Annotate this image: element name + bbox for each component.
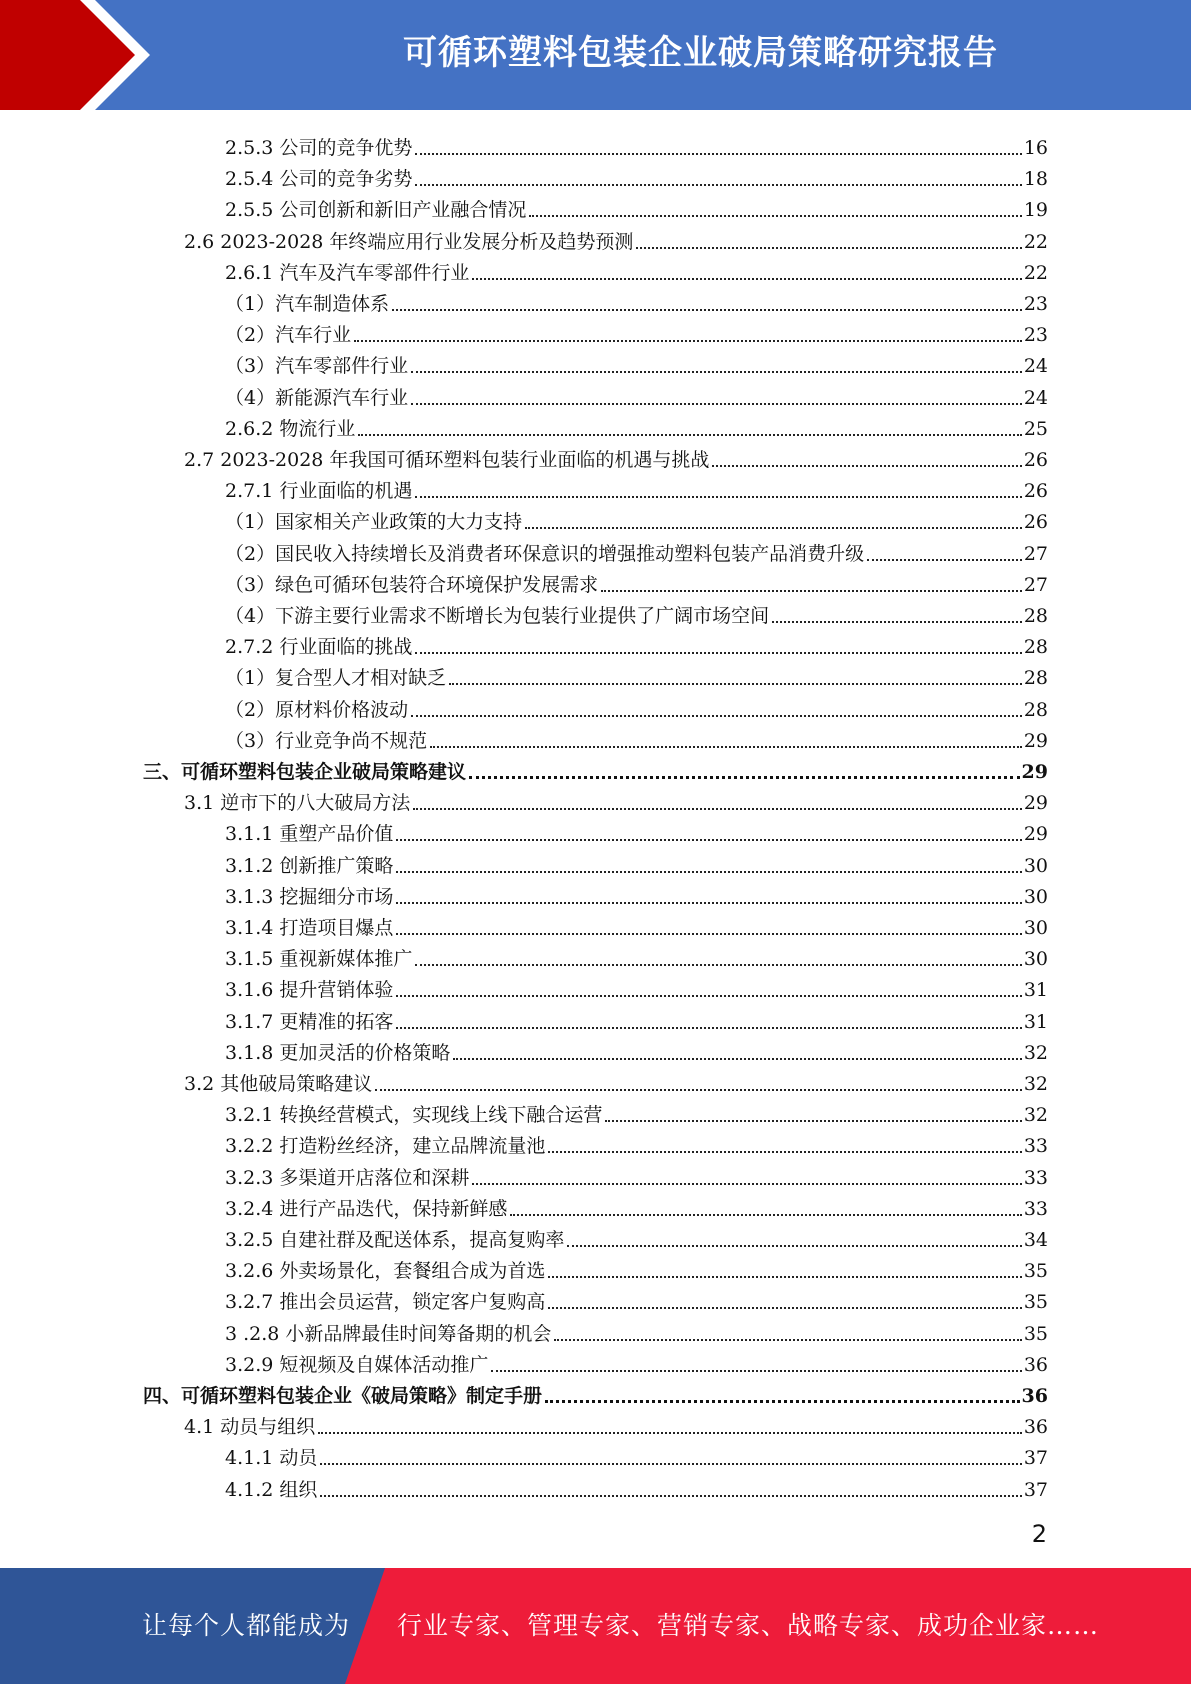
toc-entry[interactable] [225, 877, 1048, 908]
toc-entry-title: 3.2.9 短视频及自媒体活动推广 [225, 1353, 489, 1376]
toc-entry-page: 33 [1023, 1166, 1048, 1189]
toc-entry[interactable] [225, 378, 1048, 409]
toc-entry-title: 3.2.7 推出会员运营，锁定客户复购高 [225, 1291, 546, 1314]
toc-entry-page: 22 [1023, 230, 1048, 253]
toc-entry-page: 24 [1023, 386, 1048, 409]
toc-entry-title: 2.5.3 公司的竞争优势 [225, 137, 413, 159]
toc-entry[interactable] [225, 534, 1048, 565]
toc-dot-leader [411, 403, 1022, 405]
toc-entry-page: 27 [1023, 573, 1048, 596]
toc-entry-title: 3.1.8 更加灵活的价格策略 [225, 1041, 451, 1064]
toc-entry-page: 28 [1023, 605, 1048, 627]
toc-entry[interactable] [225, 970, 1048, 1001]
footer-slogan-left: 让每个人都能成为 [142, 1611, 351, 1640]
toc-entry-title: 3.1.7 更精准的拓客 [225, 1010, 394, 1033]
toc-entry-title: 3.1.2 创新推广策略 [225, 854, 394, 877]
report-title: 可循环塑料包装企业破局策略研究报告 [403, 33, 998, 73]
toc-entry-title: 4.1 动员与组织 [184, 1416, 316, 1439]
toc-entry[interactable] [225, 1470, 1048, 1501]
toc-dot-leader [411, 715, 1022, 717]
toc-dot-leader [358, 434, 1021, 436]
toc-entry-page: 28 [1023, 667, 1048, 690]
toc-entry-page: 36 [1021, 1385, 1048, 1407]
toc-entry[interactable] [225, 502, 1048, 533]
toc-entry[interactable] [184, 1407, 1048, 1438]
toc-entry-title: （3）绿色可循环包装符合环境保护发展需求 [225, 573, 599, 596]
toc-dot-leader [605, 1120, 1021, 1122]
toc-dot-leader [375, 1089, 1022, 1091]
toc-entry-title: 3.2 其他破局策略建议 [184, 1073, 373, 1095]
toc-entry-title: （2）原材料价格波动 [225, 698, 409, 721]
toc-dot-leader [320, 1495, 1021, 1497]
toc-entry-title: 2.7 2023-2028 年我国可循环塑料包装行业面临的机遇与挑战 [184, 449, 710, 471]
toc-entry[interactable] [225, 253, 1048, 284]
toc-entry-page: 29 [1023, 823, 1048, 846]
toc-entry[interactable] [143, 752, 1048, 783]
toc-entry-title: （1）汽车制造体系 [225, 293, 390, 315]
toc-dot-leader [472, 278, 1021, 280]
toc-entry-page: 29 [1023, 729, 1048, 752]
toc-entry[interactable] [184, 783, 1048, 814]
toc-entry-page: 18 [1023, 168, 1048, 191]
toc-entry-title: （3）行业竞争尚不规范 [225, 729, 428, 752]
toc-entry-page: 32 [1023, 1073, 1048, 1095]
toc-dot-leader [415, 184, 1021, 186]
toc-dot-leader [415, 496, 1021, 498]
toc-entry-page: 28 [1023, 636, 1048, 659]
toc-entry-page: 30 [1023, 854, 1048, 877]
toc-entry-page: 24 [1023, 355, 1048, 378]
toc-dot-leader [548, 1151, 1021, 1153]
toc-entry-page: 30 [1023, 917, 1048, 939]
toc-entry-page: 19 [1023, 199, 1048, 222]
toc-entry-title: 四、可循环塑料包装企业《破局策略》制定手册 [143, 1385, 543, 1407]
toc-entry-title: 3.2.5 自建社群及配送体系，提高复购率 [225, 1229, 565, 1251]
toc-dot-leader [510, 1214, 1021, 1216]
toc-dot-leader [396, 871, 1021, 873]
toc-entry-page: 33 [1023, 1135, 1048, 1158]
toc-entry-page: 22 [1023, 261, 1048, 284]
toc-dot-leader [772, 621, 1022, 623]
toc-entry[interactable] [225, 939, 1048, 970]
toc-entry-page: 33 [1023, 1197, 1048, 1220]
toc-dot-leader [545, 1400, 1020, 1403]
toc-dot-leader [415, 153, 1021, 155]
toc-entry-page: 32 [1023, 1041, 1048, 1064]
toc-entry[interactable] [225, 627, 1048, 658]
toc-entry-title: 3.1.3 挖掘细分市场 [225, 885, 394, 908]
toc-dot-leader [525, 527, 1022, 529]
toc-entry-page: 23 [1023, 324, 1048, 347]
toc-dot-leader [554, 1339, 1021, 1341]
toc-entry[interactable] [225, 1126, 1048, 1157]
toc-entry-title: 3.2.6 外卖场景化，套餐组合成为首选 [225, 1260, 546, 1283]
toc-entry[interactable] [184, 1064, 1048, 1095]
toc-entry-title: 4.1.2 组织 [225, 1478, 318, 1501]
toc-entry-title: 2.6.1 汽车及汽车零部件行业 [225, 261, 470, 284]
toc-entry-page: 25 [1023, 417, 1048, 440]
toc-dot-leader [636, 247, 1021, 249]
toc-entry[interactable] [225, 471, 1048, 502]
toc-entry-page: 32 [1023, 1104, 1048, 1127]
page-header [0, 0, 1191, 110]
toc-entry[interactable] [184, 440, 1048, 471]
toc-entry-title: （4）新能源汽车行业 [225, 386, 409, 409]
toc-entry[interactable] [225, 128, 1048, 159]
toc-dot-leader [548, 1276, 1021, 1278]
toc-entry-page: 35 [1023, 1322, 1048, 1345]
toc-dot-leader [430, 746, 1022, 748]
toc-entry[interactable] [225, 596, 1048, 627]
toc-entry-title: 3.1.1 重塑产品价值 [225, 823, 394, 846]
toc-entry-title: （3）汽车零部件行业 [225, 355, 409, 378]
toc-entry-page: 36 [1023, 1416, 1048, 1439]
toc-entry-title: 3.1.5 重视新媒体推广 [225, 948, 413, 971]
toc-dot-leader [318, 1432, 1022, 1434]
toc-entry[interactable] [225, 814, 1048, 845]
toc-dot-leader [712, 465, 1021, 467]
toc-entry[interactable] [225, 284, 1048, 315]
toc-entry-page: 27 [1023, 542, 1048, 565]
toc-entry[interactable] [225, 315, 1048, 346]
toc-entry-page: 28 [1023, 698, 1048, 721]
toc-entry-title: 3.2.4 进行产品迭代，保持新鲜感 [225, 1197, 508, 1220]
toc-entry-title: 3.2.3 多渠道开店落位和深耕 [225, 1166, 470, 1189]
toc-entry-title: 2.7.2 行业面临的挑战 [225, 636, 413, 659]
toc-entry[interactable] [225, 159, 1048, 190]
toc-entry-page: 26 [1023, 511, 1048, 534]
toc-dot-leader [354, 340, 1022, 342]
toc-entry-page: 36 [1023, 1353, 1048, 1376]
toc-dot-leader [453, 1058, 1021, 1060]
toc-entry-page: 30 [1023, 885, 1048, 908]
page-footer [0, 1568, 1191, 1684]
toc-entry[interactable] [225, 1158, 1048, 1189]
toc-entry-title: 2.6.2 物流行业 [225, 417, 356, 440]
toc-entry[interactable] [225, 1251, 1048, 1282]
toc-dot-leader [567, 1245, 1021, 1247]
toc-entry-page: 30 [1023, 948, 1048, 971]
toc-dot-leader [491, 1370, 1021, 1372]
toc-entry-page: 26 [1023, 449, 1048, 471]
toc-entry-page: 37 [1023, 1447, 1048, 1470]
toc-entry-title: （2）汽车行业 [225, 324, 352, 347]
toc-entry[interactable] [225, 565, 1048, 596]
toc-entry-title: 3.2.1 转换经营模式，实现线上线下融合运营 [225, 1104, 603, 1127]
toc-entry[interactable] [225, 1095, 1048, 1126]
toc-entry-title: 3.1 逆市下的八大破局方法 [184, 792, 411, 815]
toc-dot-leader [415, 964, 1021, 966]
toc-entry-title: 2.5.5 公司创新和新旧产业融合情况 [225, 199, 527, 222]
toc-entry[interactable] [225, 1282, 1048, 1313]
toc-dot-leader [396, 902, 1021, 904]
toc-entry[interactable] [184, 222, 1048, 253]
toc-entry-title: （1）复合型人才相对缺乏 [225, 667, 447, 690]
toc-dot-leader [320, 1463, 1021, 1465]
toc-entry-title: （4）下游主要行业需求不断增长为包装行业提供了广阔市场空间 [225, 605, 770, 627]
toc-entry-title: 2.6 2023-2028 年终端应用行业发展分析及趋势预测 [184, 230, 634, 253]
toc-entry-page: 35 [1023, 1260, 1048, 1283]
toc-entry[interactable] [225, 1345, 1048, 1376]
toc-dot-leader [396, 995, 1021, 997]
toc-entry-page: 35 [1023, 1291, 1048, 1314]
toc-entry-page: 29 [1021, 761, 1048, 783]
toc-dot-leader [396, 839, 1021, 841]
toc-dot-leader [601, 590, 1022, 592]
toc-entry-page: 16 [1023, 137, 1048, 159]
toc-dot-leader [413, 808, 1022, 810]
toc-entry[interactable] [225, 346, 1048, 377]
toc-dot-leader [472, 1183, 1021, 1185]
toc-entry-title: 3 .2.8 小新品牌最佳时间筹备期的机会 [225, 1322, 552, 1345]
toc-entry-title: 3.2.2 打造粉丝经济，建立品牌流量池 [225, 1135, 546, 1158]
toc-dot-leader [529, 215, 1021, 217]
toc-entry[interactable] [225, 908, 1048, 939]
toc-entry[interactable] [225, 721, 1048, 752]
toc-dot-leader [411, 371, 1022, 373]
toc-entry[interactable] [225, 1220, 1048, 1251]
toc-dot-leader [449, 683, 1022, 685]
toc-entry-page: 29 [1023, 792, 1048, 815]
toc-dot-leader [548, 1307, 1021, 1309]
toc-entry[interactable] [143, 1376, 1048, 1407]
toc-entry-title: （2）国民收入持续增长及消费者环保意识的增强推动塑料包装产品消费升级 [225, 542, 865, 565]
toc-entry[interactable] [225, 658, 1048, 689]
toc-entry-page: 31 [1023, 1010, 1048, 1033]
toc-entry-title: 2.5.4 公司的竞争劣势 [225, 168, 413, 191]
toc-entry-title: （1）国家相关产业政策的大力支持 [225, 511, 523, 534]
toc-dot-leader [469, 776, 1020, 779]
toc-entry-title: 2.7.1 行业面临的机遇 [225, 480, 413, 503]
toc-entry[interactable] [225, 1314, 1048, 1345]
toc-entry-page: 31 [1023, 979, 1048, 1002]
toc-entry[interactable] [225, 1438, 1048, 1469]
toc-entry-page: 37 [1023, 1478, 1048, 1501]
toc-entry-title: 3.1.6 提升营销体验 [225, 979, 394, 1002]
toc-entry-title: 3.1.4 打造项目爆点 [225, 917, 394, 939]
toc-entry[interactable] [225, 1189, 1048, 1220]
page-number: 2 [1031, 1520, 1047, 1548]
toc-entry[interactable] [225, 846, 1048, 877]
toc-dot-leader [392, 309, 1022, 311]
toc-dot-leader [396, 933, 1021, 935]
header-chevron-icon [0, 0, 150, 110]
toc-dot-leader [867, 559, 1022, 561]
footer-slogan-right: 行业专家、管理专家、营销专家、战略专家、成功企业家…… [397, 1611, 1100, 1640]
toc-entry-title: 三、可循环塑料包装企业破局策略建议 [143, 761, 467, 783]
toc-entry[interactable] [225, 1002, 1048, 1033]
toc-entry[interactable] [225, 190, 1048, 221]
toc-entry-title: 4.1.1 动员 [225, 1447, 318, 1470]
toc-entry-page: 23 [1023, 293, 1048, 315]
toc-entry[interactable] [225, 690, 1048, 721]
toc-entry[interactable] [225, 1033, 1048, 1064]
toc-entry-page: 34 [1023, 1229, 1048, 1251]
toc-entry[interactable] [225, 409, 1048, 440]
toc-entry-page: 26 [1023, 480, 1048, 503]
toc-dot-leader [415, 652, 1021, 654]
toc-dot-leader [396, 1027, 1021, 1029]
